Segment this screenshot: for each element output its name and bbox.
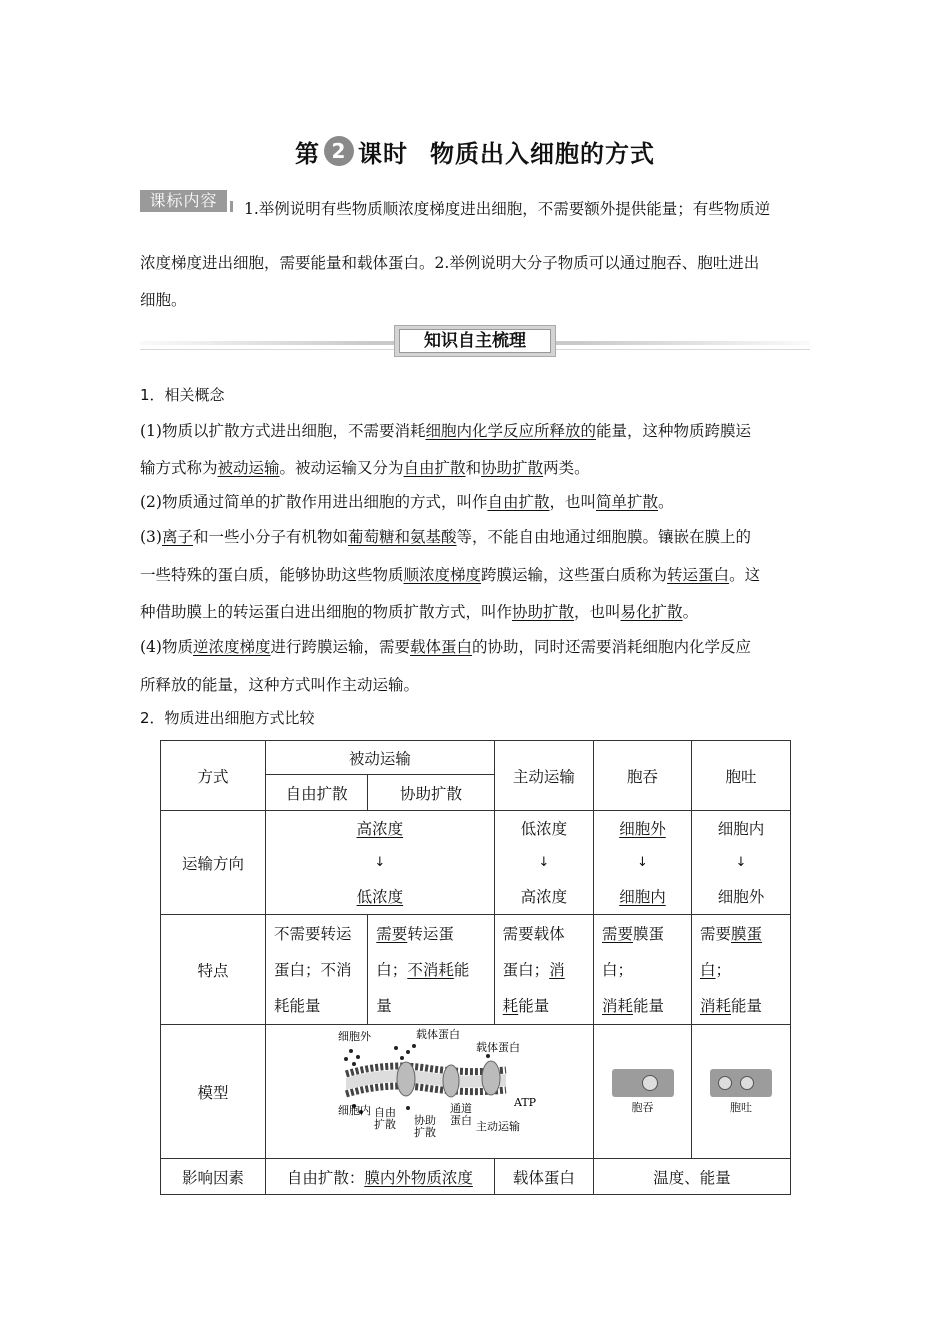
header-free-diffusion: 自由扩散 <box>266 775 368 811</box>
row-factor-label: 影响因素 <box>161 1159 266 1195</box>
direction-passive: 高浓度 ↓ 低浓度 <box>266 811 495 915</box>
factor-bulk: 温度、能量 <box>594 1159 791 1195</box>
section-banner <box>140 324 810 360</box>
header-exocytosis: 胞吐 <box>692 741 791 811</box>
label-assist-2: 扩散 <box>414 1125 436 1139</box>
para-3-line-2: 一些特殊的蛋白质，能够协助这些物质顺浓度梯度跨膜运输，这些蛋白质称为转运蛋白。这 <box>140 566 761 584</box>
label-carrier-2: 载体蛋白 <box>476 1040 520 1054</box>
factor-passive: 自由扩散：膜内外物质浓度 <box>266 1159 495 1195</box>
standard-label: 课标内容 <box>140 190 227 212</box>
standard-line-2: 浓度梯度进出细胞，需要能量和载体蛋白。2.举例说明大分子物质可以通过胞吞、胞吐进出 <box>140 254 760 272</box>
feature-endocytosis: 需要膜蛋 白； 消耗能量 <box>594 915 692 1025</box>
para-2: (2)物质通过简单的扩散作用进出细胞的方式，叫作自由扩散，也叫简单扩散。 <box>140 493 674 511</box>
title-suffix: 课时 <box>358 140 408 168</box>
label-channel-2: 蛋白 <box>450 1113 472 1127</box>
header-endocytosis: 胞吞 <box>594 741 692 811</box>
exocytosis-model <box>692 1025 791 1159</box>
para-3-line-1: (3)离子和一些小分子有机物如葡萄糖和氨基酸等，不能自由地通过细胞膜。镶嵌在膜上的 <box>140 528 752 546</box>
standard-line-1: 1.举例说明有些物质顺浓度梯度进出细胞，不需要额外提供能量；有些物质逆 <box>244 200 771 218</box>
exocytosis-figure <box>710 1069 772 1097</box>
label-outside: 细胞外 <box>338 1029 371 1043</box>
section-banner-title: 知识自主梳理 <box>399 329 551 353</box>
endocytosis-model <box>594 1025 692 1159</box>
title-prefix: 第 <box>295 140 320 168</box>
standard-label-bar <box>230 201 233 212</box>
carrier-protein-1 <box>397 1062 415 1096</box>
label-channel-1: 通道 <box>450 1101 472 1115</box>
section-2-heading: 2．物质进出细胞方式比较 <box>140 709 315 727</box>
endocytosis-figure <box>612 1069 674 1097</box>
standard-line-3: 细胞。 <box>140 291 187 309</box>
para-4-line-1: (4)物质逆浓度梯度进行跨膜运输，需要载体蛋白的协助，同时还需要消耗细胞内化学反应 <box>140 638 752 656</box>
direction-endocytosis: 细胞外 ↓ 细胞内 <box>594 811 692 915</box>
header-passive: 被动运输 <box>266 741 495 775</box>
feature-active: 需要载体 蛋白；消 耗能量 <box>494 915 593 1025</box>
label-atp: ATP <box>514 1095 537 1109</box>
feature-assist: 需要转运蛋 白；不消耗能 量 <box>368 915 494 1025</box>
label-free-2: 扩散 <box>374 1117 396 1131</box>
header-mode: 方式 <box>161 741 266 811</box>
feature-exocytosis: 需要膜蛋 白； 消耗能量 <box>692 915 791 1025</box>
row-direction-label: 运输方向 <box>161 811 266 915</box>
label-carrier-1: 载体蛋白 <box>416 1027 460 1041</box>
membrane-svg <box>266 1026 593 1158</box>
row-feature-label: 特点 <box>161 915 266 1025</box>
comparison-table <box>160 740 791 1195</box>
para-1-line-1: (1)物质以扩散方式进出细胞，不需要消耗细胞内化学反应所释放的能量，这种物质跨膜运 <box>140 422 751 440</box>
label-assist-1: 协助 <box>414 1113 436 1127</box>
para-4-line-2: 所释放的能量，这种方式叫作主动运输。 <box>140 676 420 694</box>
direction-exocytosis: 细胞内 ↓ 细胞外 <box>692 811 791 915</box>
label-active: 主动运输 <box>476 1119 520 1133</box>
label-free-1: 自由 <box>374 1105 396 1119</box>
direction-active: 低浓度 ↓ 高浓度 <box>494 811 593 915</box>
header-facilitated-diffusion: 协助扩散 <box>368 775 494 811</box>
row-model-label: 模型 <box>161 1025 266 1159</box>
feature-free: 不需要转运 蛋白；不消 耗能量 <box>266 915 368 1025</box>
label-inside: 细胞内 <box>338 1103 371 1117</box>
title-name: 物质出入细胞的方式 <box>430 140 655 168</box>
endocytosis-caption: 胞吞 <box>631 1100 654 1114</box>
section-1-heading: 1．相关概念 <box>140 386 225 404</box>
factor-active: 载体蛋白 <box>494 1159 593 1195</box>
para-1-line-2: 输方式称为被动运输。被动运输又分为自由扩散和协助扩散两类。 <box>140 459 590 477</box>
channel-protein <box>443 1065 459 1097</box>
carrier-protein-2 <box>482 1061 500 1095</box>
lesson-number-badge: 2 <box>324 136 354 166</box>
header-active: 主动运输 <box>494 741 593 811</box>
para-3-line-3: 种借助膜上的转运蛋白进出细胞的物质扩散方式，叫作协助扩散，也叫易化扩散。 <box>140 603 699 621</box>
membrane-model-diagram <box>266 1025 594 1159</box>
page-title <box>0 134 950 169</box>
exocytosis-caption: 胞吐 <box>730 1100 752 1114</box>
